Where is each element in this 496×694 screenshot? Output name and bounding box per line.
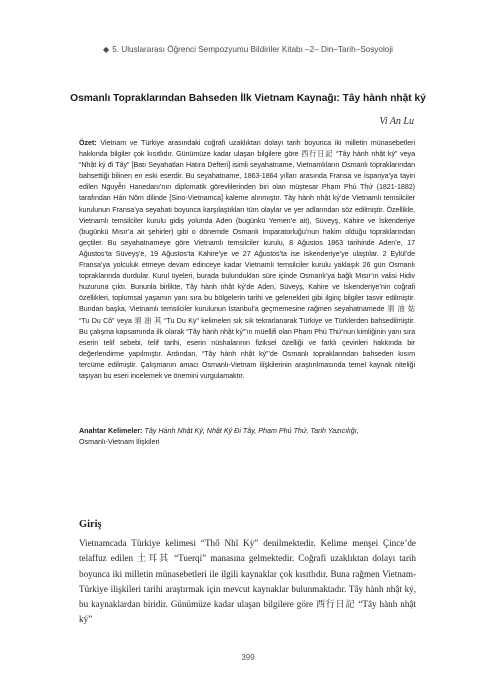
keywords-line-2: Osmanlı-Vietnam İlişkileri [79,438,160,447]
section-body-text: Vietnamcada Türkiye kelimesi “Thổ Nhĩ Kỳ” denilmektedir. Kelime menşei Çince’de telaffuz edilen 土耳其 “Tuerqi” manasına gelmektedir. Coğrafi uzaklıktan dolayı tarih boyunca iki milletin münasebetleri ile ilgili kaynaklar çok kısıtlıdır. Buna rağmen Vietnam-Türkiye ilişkileri tarihi araştırmak için mevcut kaynaklar bulunmaktadır. Tây hành nhật ký, bu kaynaklardan biridir. Günümüze kadar ulaşan bilgilere göre 西行日記 “Tây hành nhật ký” [79,538,416,625]
keywords-label: Anahtar Kelimeler: [79,427,143,435]
abstract-text: Vietnam ve Türkiye arasındaki coğrafi uzaklıktan dolayı tarih boyunca iki milletin münasebetleri hakkında bilgiler çok kısıtlıdır. Günümüze kadar ulaşan bilgilere göre 西行日記 “Tây hành nhật ký” veya “Nhật ký đi Tây” [Batı Seyahatları Hatıra Defteri] isimli seyahatname, Vietnamlıların Osmanlı topraklarından bahsettiği bilinen en eski eserdir. Bu seyahatname, 1863-1864 yılları arasında Fransa ve İspanya’ya tayin edilen Nguyễn Hanedanı’nın diplomatik görevlilerinden biri olan müştesar Phạm Phú Thứ (1821-1882) tarafından Hán Nôm dilinde [Sino-Vietnamca] kaleme alınmıştır. Tây hành nhật ký’de Vietnamlı temsilciler kurulunun Fransa’ya seyahati boyunca karşılaştıkları tüm olaylar ve yer adlarından söz edilmiştir. Özellikle, Vietnamlı temsilciler kurulu gidiş yolunda Aden (bugünkü Yemen’e ait), Süveyş, Kahire ve İskenderiye (bugünkü Mısır’a ait şehirler) gibi o dönemde Osmanlı İmparatorluğu’nun hakim olduğu topraklarından geçtiler. Bu seyahatnameye göre Vietnamlı temsilciler kurulu, 8 Ağustos 1863 tarihinde Aden’e, 17 Ağustos’ta Süveyş’e, 19 Ağustos’ta Kahire’ye ve 27 Ağustos’ta ise İskenderiye’ye ulaştılar. 2 Eylül’de Fransa’ya yolculuk etmeye devam edinceye kadar Vietnamlı temsilciler kurulu yaklaşık 26 gün Osmanlı topraklarında durdular. Kurul üyeleri, burada bulundukları süre içinde Osmanlı’ya bağlı Mısır’ın valisi Hidiv huzuruna çıktı. Bununla birlikte, Tây hành nhật ký’de Aden, Süveyş, Kahire ve İskenderiye’nin coğrafi özellikleri, toplumsal yaşamın yanı sıra bu bölgelerin tarihi ve gelenekleri gibi ilginç bilgiler tasvir edilmiştir. Bundan başka, Vietnamlı temsilciler kurulunun İstanbul’a geçmemesine rağmen seyahatnamede 須 油 姑 “Tu Du Cô” veya 須 油 其 “Tu Du Ky” kelimeleri sık sık tekrarlanarak Türkiye ve Türklerden bahsedilmiştir. Bu çalışma kapsamında ilk olarak “Tây hành nhật ký”’ın müellifi olan Phạm Phú Thứ’nun kimliğinin yanı sıra eserin telif sebebi, telif tarihi, eserin nüshalarının fiziksel özelliği ve farklı çevirileri hakkında bir değerlendirme yapılmıştır. Ardından, “Tây hành nhật ký”’de Osmanlı topraklarından bahseden kısım tercüme edilmiştir. Çalışmanın amacı Osmanlı-Vietnam ilişkilerinin araştırılmasında temel kaynak niteliği taşıyan bu eseri incelemek ve önemini vurgulamaktır. [79,139,415,380]
author-name: Vi An Lu [379,116,414,127]
keywords [79,426,415,448]
keywords-list: Tây Hành Nhật Ký, Nhật Ký Đi Tây, Phạm Phú Thứ, Tarih Yazıcılığı, [144,427,359,435]
running-header-text: 5. Uluslararası Öğrenci Sempozyumu Bildiriler Kitabı –2– Din–Tarih–Sosyoloji [112,45,393,54]
abstract [79,138,415,382]
paper-title: Osmanlı Topraklarından Bahseden İlk Vietnam Kaynağı: Tây hành nhật ký [70,93,426,104]
page-number: 399 [241,653,255,662]
section-heading: Giriş [79,519,102,530]
abstract-label: Özet: [79,139,97,147]
diamond-bullet-icon: ◆ [103,45,110,54]
running-header [0,45,496,54]
